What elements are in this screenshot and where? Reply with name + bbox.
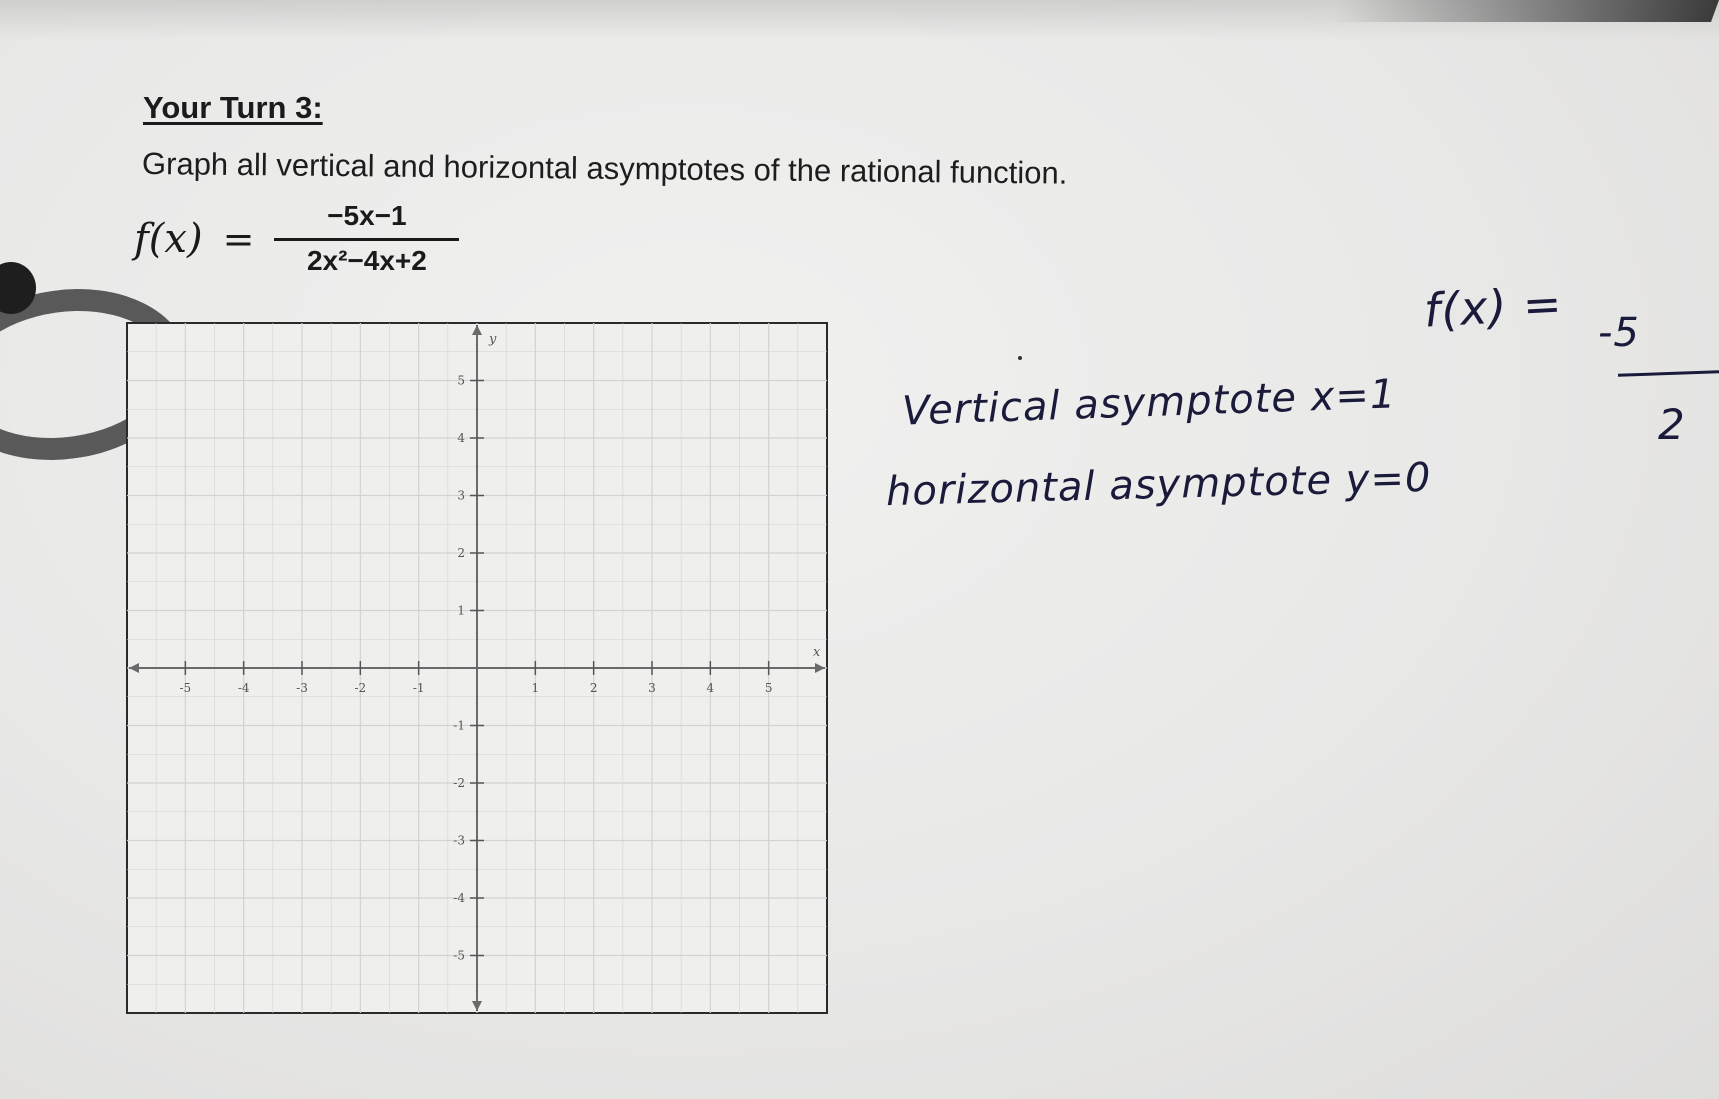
x-tick-label: 5	[764, 681, 773, 695]
x-tick-label: -4	[237, 681, 250, 695]
x-tick-label: -5	[179, 681, 192, 695]
y-tick-label: -1	[453, 718, 465, 733]
x-tick-label: 1	[531, 681, 540, 695]
function-name: f(x)	[134, 215, 203, 262]
function-fraction	[274, 200, 459, 277]
x-tick-label: -1	[412, 681, 425, 695]
y-tick-label: -4	[453, 891, 465, 905]
handwritten-horizontal-asymptote: horizontal asymptote y=0	[885, 454, 1432, 516]
x-tick-label: -2	[354, 681, 367, 695]
y-tick-label: -5	[453, 948, 465, 963]
x-tick-label: 4	[706, 681, 715, 695]
y-tick-label: 4	[457, 431, 465, 445]
denominator: 2x²−4x+2	[306, 245, 427, 276]
handwritten-numerator: -5	[1598, 310, 1640, 356]
x-axis-label: x	[813, 645, 821, 660]
x-tick-label: 2	[589, 681, 598, 695]
equals-sign: =	[222, 216, 255, 261]
y-tick-label: 1	[457, 603, 465, 618]
handwritten-function: f(x) =	[1422, 276, 1564, 338]
background-edge	[1331, 0, 1719, 22]
numerator: −5x−1	[327, 200, 407, 231]
handwritten-denominator: 2	[1658, 400, 1686, 449]
y-tick-label: 2	[457, 546, 465, 560]
x-tick-label: 3	[648, 681, 656, 695]
rational-function	[134, 200, 459, 277]
y-tick-label: -2	[453, 776, 465, 790]
y-tick-label: 5	[457, 373, 465, 388]
worksheet-heading: Your Turn 3:	[143, 90, 323, 125]
worksheet-instruction: Graph all vertical and horizontal asymptotes of the rational function.	[141, 146, 1068, 191]
handwritten-vertical-asymptote: Vertical asymptote x=1	[901, 371, 1398, 435]
ink-dot	[1018, 356, 1022, 360]
coordinate-grid	[122, 318, 832, 1018]
x-tick-label: -3	[296, 681, 308, 695]
y-tick-label: -3	[453, 833, 465, 848]
y-tick-label: 3	[457, 488, 465, 503]
y-axis-label: y	[489, 332, 497, 347]
